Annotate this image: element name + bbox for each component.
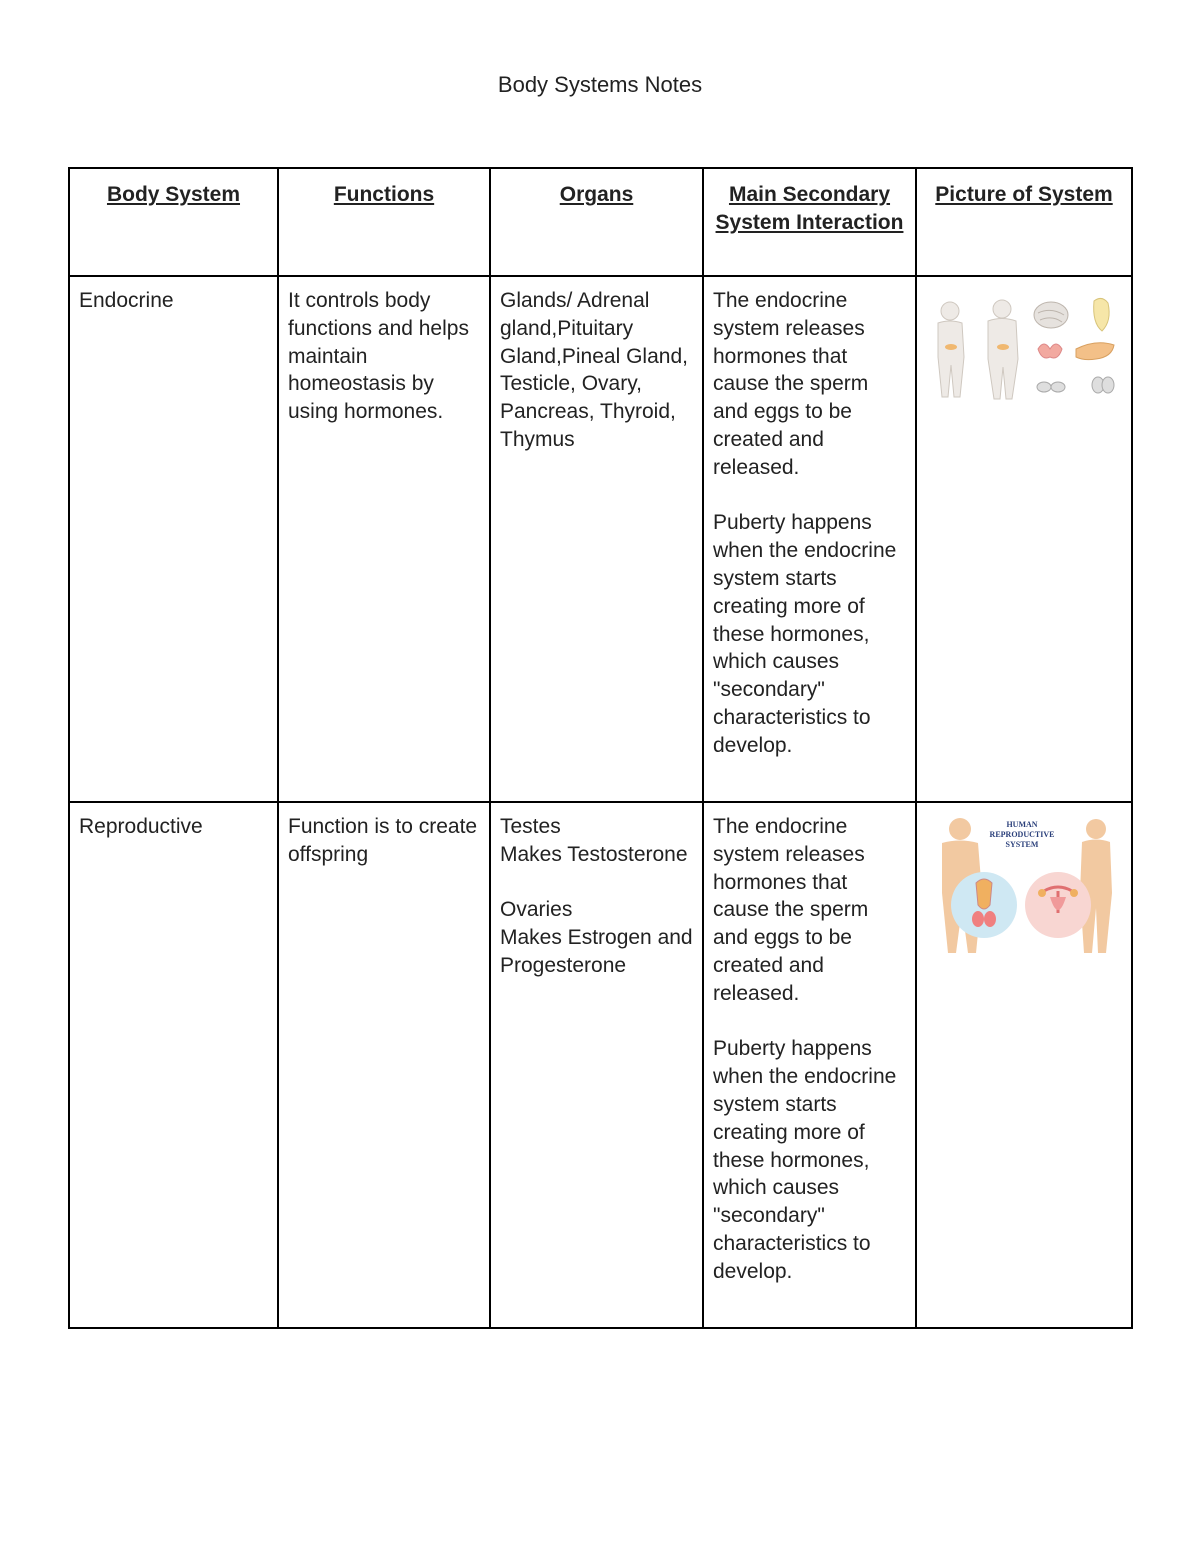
cell-organs: Testes Makes Testosterone Ovaries Makes Estrogen and Progesterone xyxy=(490,802,703,1328)
table-row-reproductive xyxy=(69,802,1132,1328)
svg-text:SYSTEM: SYSTEM xyxy=(1005,840,1039,849)
cell-interaction: The endocrine system releases hormones that cause the sperm and eggs to be created and released. Puberty happens when the endocrine system starts creating more of these hormones, which causes "secondary" characteristics to develop. xyxy=(703,276,916,802)
cell-functions: Function is to create offspring xyxy=(278,802,490,1328)
header-interaction: Main Secondary System Interaction xyxy=(703,168,916,276)
cell-system: Reproductive xyxy=(69,802,278,1328)
cell-functions: It controls body functions and helps maintain homeostasis by using hormones. xyxy=(278,276,490,802)
svg-text:HUMAN: HUMAN xyxy=(1006,820,1038,829)
header-picture: Picture of System xyxy=(916,168,1132,276)
table-row-endocrine xyxy=(69,276,1132,802)
body-systems-table xyxy=(68,167,1133,1329)
header-functions: Functions xyxy=(278,168,490,276)
svg-text:REPRODUCTIVE: REPRODUCTIVE xyxy=(989,830,1055,839)
endocrine-system-image xyxy=(926,287,1118,407)
header-body-system: Body System xyxy=(69,168,278,276)
cell-picture xyxy=(916,802,1132,1328)
cell-interaction: The endocrine system releases hormones that cause the sperm and eggs to be created and released. Puberty happens when the endocrine system starts creating more of these hormones, which causes "secondary" characteristics to develop. xyxy=(703,802,916,1328)
cell-system: Endocrine xyxy=(69,276,278,802)
table-header-row xyxy=(69,168,1132,276)
cell-picture xyxy=(916,276,1132,802)
cell-organs: Glands/ Adrenal gland,Pituitary Gland,Pineal Gland, Testicle, Ovary, Pancreas, Thyroid, Thymus xyxy=(490,276,703,802)
document-title: Body Systems Notes xyxy=(497,72,703,97)
reproductive-system-image xyxy=(926,813,1118,963)
header-organs: Organs xyxy=(490,168,703,276)
